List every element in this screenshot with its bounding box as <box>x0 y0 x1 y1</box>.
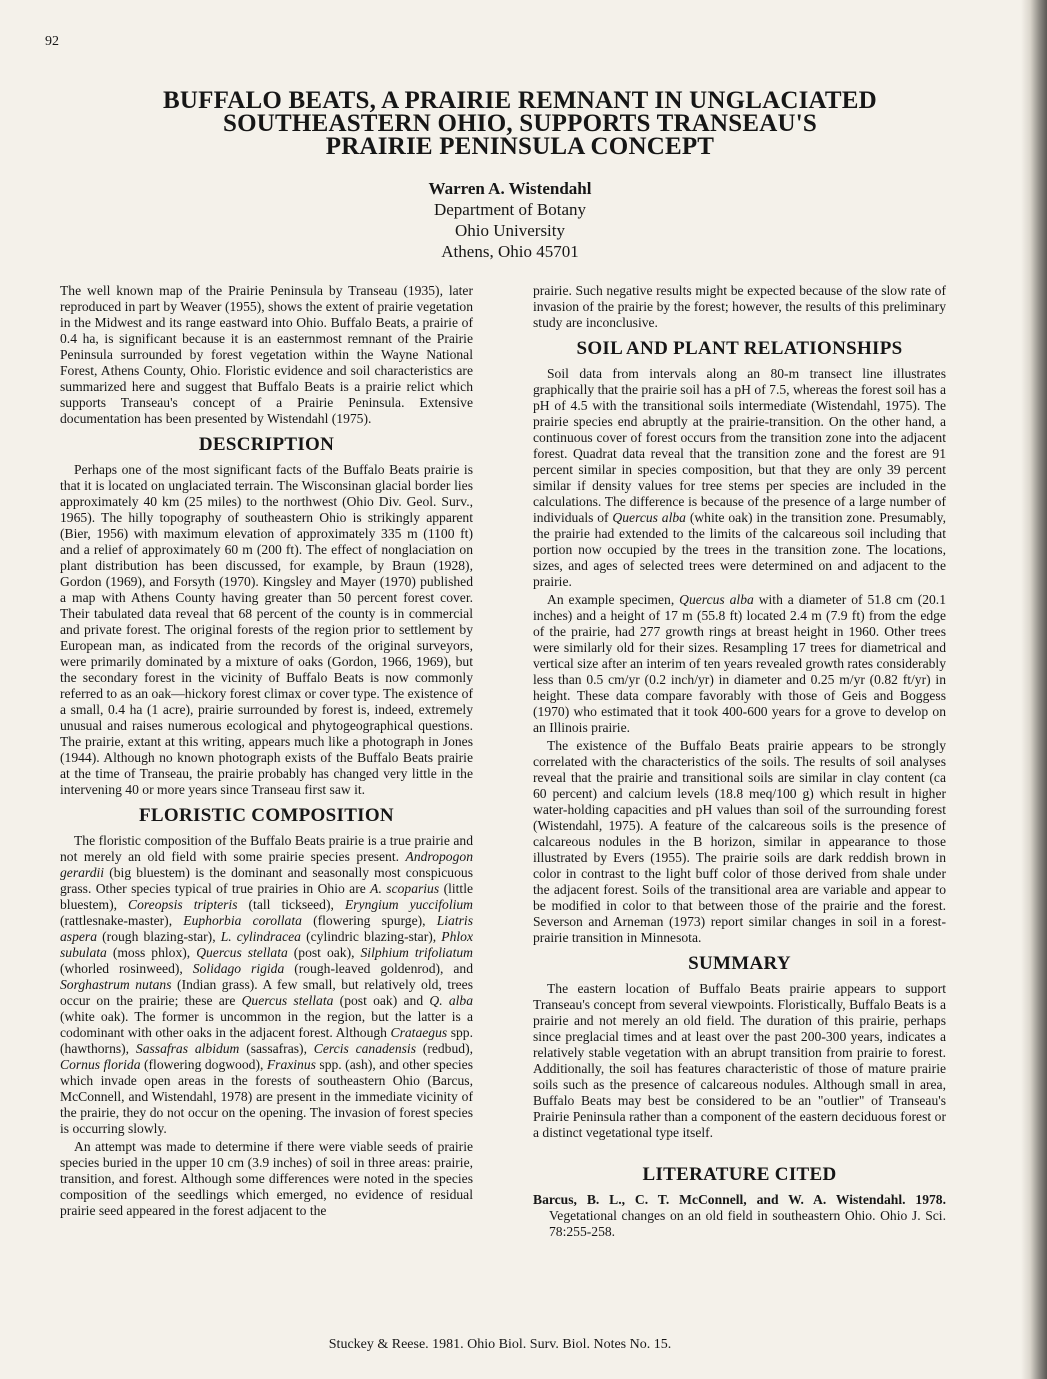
literature-heading: LITERATURE CITED <box>642 1164 837 1185</box>
left-column <box>60 283 473 1219</box>
author-block <box>360 178 660 262</box>
soil-paragraph-3: The existence of the Buffalo Beats prairie appears to be strongly correlated with the characteristics of the soils. The results of soil analyses reveal that the prairie and transitional soils are similar in clay content (ca 60 percent) and calcium levels (18.8 meq/100 g) which result in higher water-holding capacities and pH values than soil of the surrounding forest (Wistendahl, 1975). A feature of the calcareous soils is the presence of calcareous nodules in the B horizon, similar in appearance to those illustrated by Evers (1955). The prairie soils are dark reddish brown in color in contrast to the light buff color of those derived from shale under the adjacent forest. Soils of the transitional area are variable and appear to be modified in color to that between those of the prairie and the forest. Severson and Arneman (1973) report similar changes in soil in a forest-prairie transition in Minnesota. <box>533 738 946 945</box>
title-line: PRAIRIE PENINSULA CONCEPT <box>325 133 715 160</box>
soil-paragraph-2: An example specimen, Quercus alba with a diameter of 51.8 cm (20.1 inches) and a height of 17 m (55.8 ft) located 2.4 m (7.9 ft) from the edge of the prairie, had 277 growth rings at breast height in 1960. Other trees were similarly old for their sizes. Resampling 17 trees for diametrical and vertical size after an interim of ten years revealed growth rates considerably less than 0.5 cm/yr (0.2 inch/yr) in diameter and 0.25 m/yr (0.82 ft/yr) in height. These data compare favorably with those of Geis and Boggess (1970) who estimated that it took 400-600 years for a grove to develop on an Illinois prairie. <box>533 592 947 735</box>
article-title <box>90 89 950 158</box>
floristic-paragraph-2: An attempt was made to determine if there were viable seeds of prairie species buried in the upper 10 cm (3.9 inches) of soil in three areas: prairie, transition, and forest. Although some differences were noted in the species composition of the seedlings which emerged, no evidence of residual prairie seed appeared in the forest adjacent to the <box>60 1139 473 1218</box>
description-heading: DESCRIPTION <box>198 434 335 455</box>
page-edge-shadow <box>1021 0 1047 1379</box>
author-university: Ohio University <box>454 221 566 240</box>
right-column <box>533 283 946 1240</box>
abstract-paragraph: The well known map of the Prairie Peninsula by Transeau (1935), later reproduced in part by Weaver (1955), shows the extent of prairie vegetation in the Midwest and its range eastward into Ohio. Buffalo Beats, a prairie of 0.4 ha, is significant because it is an easternmost remnant of the Prairie Peninsula surrounded by forest vegetation within the Wayne National Forest, Athens County, Ohio. Floristic evidence and soil characteristics are summarized here and suggest that Buffalo Beats is a prairie relict which supports Transeau's concept of a Prairie Peninsula. Extensive documentation has been presented by Wistendahl (1975). <box>60 283 473 426</box>
soil-heading: SOIL AND PLANT RELATIONSHIPS <box>576 338 903 359</box>
title-line: BUFFALO BEATS, A PRAIRIE REMNANT IN UNGLACIATED <box>163 87 877 114</box>
summary-paragraph: The eastern location of Buffalo Beats prairie appears to support Transeau's concept from several viewpoints. Floristically, Buffalo Beats is a prairie and not merely an old field. The duration of this prairie, perhaps since preglacial times and at least over the past 200-300 years, indicates a relatively stable vegetation with an abrupt transition from prairie to forest. Additionally, the soil has features characteristic of those of mature prairie soils such as the presence of calcareous nodules. Although small in area, Buffalo Beats may best be considered to be an "outlier" of Transeau's Prairie Peninsula rather than a component of the eastern deciduous forest or a distinct vegetational type itself. <box>533 981 946 1140</box>
soil-paragraph-1: Soil data from intervals along an 80-m transect line illustrates graphically that the prairie soil has a pH of 7.5, whereas the forest soil has a pH of 4.5 with the transitional soils intermediate (Wistendahl, 1975). The prairie species end abruptly at the prairie-transition. On the other hand, a continuous cover of forest occurs from the transition zone into the adjacent forest. Quadrat data reveal that the transition zone and the forest are 91 percent similar in species composition, but that they are only 39 percent similar if density values for tree stems per species are included in the calculations. The difference is because of the presence of a large number of individuals of Quercus alba (white oak) in the transition zone. Presumably, the prairie had extended to the limits of the calcareous soil including that portion now occupied by the trees in the transition zone. The locations, sizes, and ages of selected trees were determined on and adjacent to the prairie. <box>533 366 946 589</box>
floristic-heading: FLORISTIC COMPOSITION <box>139 805 394 826</box>
floristic-paragraph-1: The floristic composition of the Buffalo Beats prairie is a true prairie and not merely an old field with some prairie species present. Andropogon gerardii (big bluestem) is the dominant and seasonally most conspicuous grass. Other species typical of true prairies in Ohio are A. scoparius (little bluestem), Coreopsis tripteris (tall tickseed), Eryngium yuccifolium (rattlesnake-master), Euphorbia corollata (flowering spurge), Liatris aspera (rough blazing-star), L. cylindracea (cylindric blazing-star), Phlox subulata (moss phlox), Quercus stellata (post oak), Silphium trifoliatum (whorled rosinweed), Solidago rigida (rough-leaved goldenrod), and Sorghastrum nutans (Indian grass). A few small, but relatively old, trees occur on the prairie; these are Quercus stellata (post oak) and Q. alba (white oak). The former is uncommon in the region, but the latter is a codominant with other oaks in the adjacent forest. Although Crataegus spp. (hawthorns), Sassafras albidum (sassafras), Cercis canadensis (redbud), Cornus florida (flowering dogwood), Fraxinus spp. (ash), and other species which invade open areas in the forests of southeastern Ohio (Barcus, McConnell, and Wistendahl, 1978) are present in the immediate vicinity of the prairie, they do not occur on the opening. The invasion of forest species is occurring slowly. <box>60 833 474 1136</box>
title-line: SOUTHEASTERN OHIO, SUPPORTS TRANSEAU'S <box>223 110 817 137</box>
reference-item: Barcus, B. L., C. T. McConnell, and W. A. Wistendahl. 1978. Vegetational changes on an old field in southeastern Ohio. Ohio J. Sci. 78:255-258. <box>533 1192 946 1239</box>
summary-heading: SUMMARY <box>688 953 791 974</box>
page-number: 92 <box>45 34 59 49</box>
author-location: Athens, Ohio 45701 <box>441 242 579 261</box>
author-name: Warren A. Wistendahl <box>428 179 592 198</box>
floristic-paragraph-2-continued: prairie. Such negative results might be expected because of the slow rate of invasion of the prairie by the forest; however, the results of this preliminary study are inconclusive. <box>533 283 946 330</box>
description-paragraph: Perhaps one of the most significant facts of the Buffalo Beats prairie is that it is located on unglaciated terrain. The Wisconsinan glacial border lies approximately 40 km (25 miles) to the northwest (Ohio Div. Geol. Surv., 1965). The hilly topography of southeastern Ohio is strikingly apparent (Bier, 1956) with maximum elevation of approximately 335 m (1100 ft) and a relief of approximately 60 m (200 ft). The effect of nonglaciation on plant distribution has been discussed, for example, by Braun (1928), Gordon (1969), and Forsyth (1970). Kingsley and Mayer (1970) published a map with Athens County having greater than 50 percent forest cover. Their tabulated data reveal that 68 percent of the county is in commercial and private forest. The original forests of the region prior to settlement by European man, as indicated from the records of the original surveyors, were primarily dominated by a mixture of oaks (Gordon, 1966, 1969), but the secondary forest in the vicinity of Buffalo Beats is now commonly referred to as an oak—hickory forest climax or cover type. The existence of a small, 0.4 ha (1 acre), prairie surrounded by forest is, indeed, extremely unusual and raises numerous ecological and phytogeographical questions. The prairie, extant at this writing, appears much like a photograph in Jones (1944). Although no known photograph exists of the Buffalo Beats prairie at the time of Transeau, the prairie probably has changed very little in the intervening 40 or more years since Transeau first saw it. <box>60 462 473 797</box>
page-footer: Stuckey & Reese. 1981. Ohio Biol. Surv. Biol. Notes No. 15. <box>328 1337 672 1352</box>
author-department: Department of Botany <box>433 200 586 219</box>
